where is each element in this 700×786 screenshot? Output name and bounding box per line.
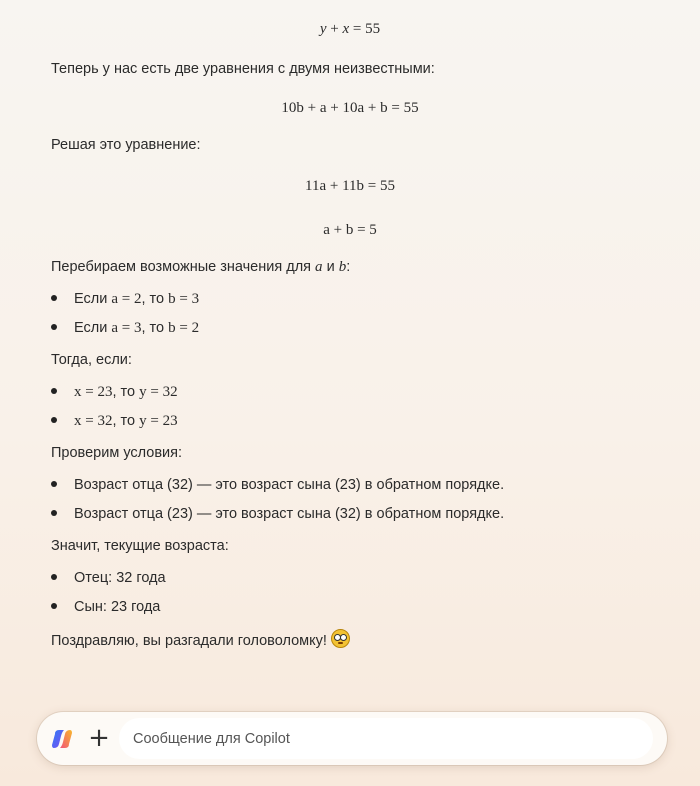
paragraph-solving: Решая это уравнение:: [51, 137, 201, 153]
grinning-face-emoji-icon: [331, 629, 350, 648]
list-item: Сын: 23 года: [51, 597, 160, 617]
list-item: Возраст отца (23) — это возраст сына (32) в обратном порядке.: [51, 504, 504, 524]
list-item: x = 32, то y = 23: [51, 411, 178, 431]
equation-a-plus-b: a + b = 5: [323, 222, 377, 238]
list-item: x = 23, то y = 32: [51, 382, 178, 402]
paragraph-check: Проверим условия:: [51, 445, 183, 461]
paragraph-then-if: Тогда, если:: [51, 352, 132, 368]
equation-11a-11b: 11a + 11b = 55: [305, 178, 395, 194]
message-composer: [37, 712, 667, 765]
list-item: Отец: 32 года: [51, 568, 166, 588]
equation-expanded: 10b + a + 10a + b = 55: [281, 100, 419, 116]
list-item: Возраст отца (32) — это возраст сына (23) в обратном порядке.: [51, 475, 504, 495]
paragraph-two-equations: Теперь у нас есть две уравнения с двумя неизвестными:: [51, 61, 435, 77]
paragraph-enumerate: Перебираем возможные значения для a и b:: [51, 259, 351, 275]
equation-y-plus-x: y + x = 55: [319, 21, 381, 37]
list-item: Если a = 2, то b = 3: [51, 289, 199, 309]
list-item: Если a = 3, то b = 2: [51, 318, 199, 338]
message-input-wrapper: [119, 718, 653, 759]
paragraph-congrats: Поздравляю, вы разгадали головоломку!: [51, 629, 350, 651]
copilot-logo-icon[interactable]: [51, 728, 73, 750]
message-input[interactable]: [119, 718, 633, 759]
add-attachment-button[interactable]: +: [88, 723, 110, 753]
paragraph-current-ages: Значит, текущие возраста:: [51, 538, 229, 554]
